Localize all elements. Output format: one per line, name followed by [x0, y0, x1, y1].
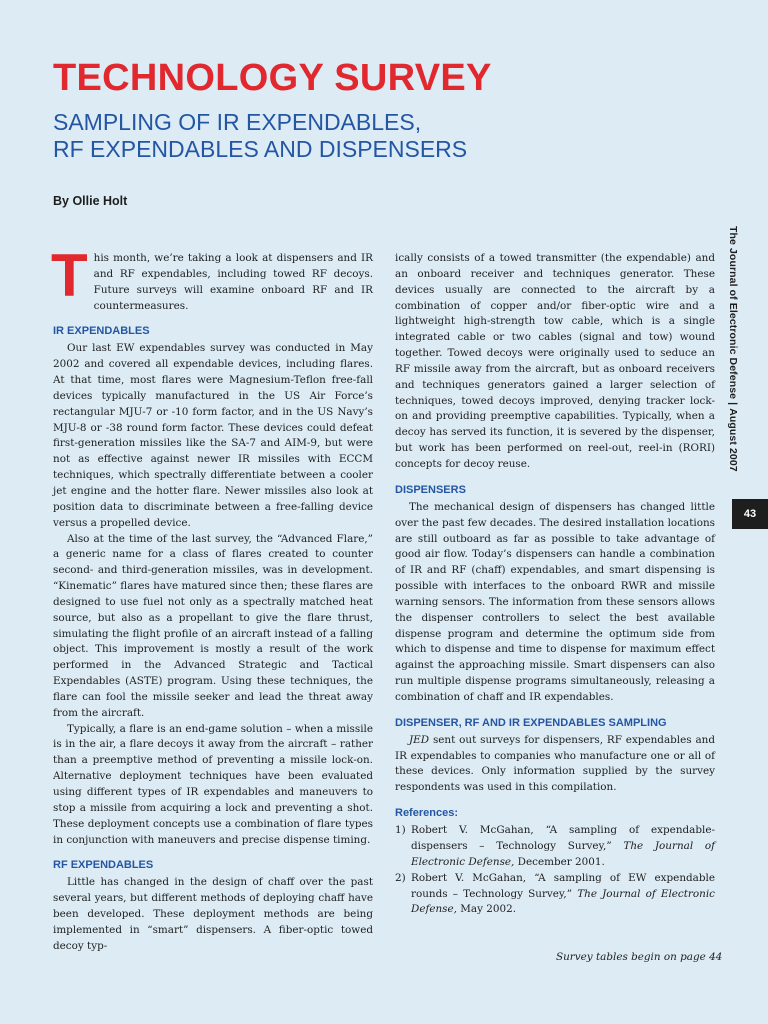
right-column	[395, 251, 715, 918]
sampling-text: sent out surveys for dispensers, RF expendables and IR expendables to companies who manufacture one or all of these devices. Only information supplied by the survey respondents was used in this compilation.	[395, 733, 715, 794]
reference-date: May 2002.	[456, 903, 517, 916]
reference-number: 1)	[395, 824, 406, 837]
heading-rf-expendables: RF EXPENDABLES	[53, 859, 154, 872]
heading-ir-expendables: IR EXPENDABLES	[53, 325, 150, 338]
reference-item	[395, 823, 715, 871]
reference-text: Robert V. McGahan, “A sampling of expendable-dispensers – Technology Survey,”	[411, 824, 715, 852]
heading-dispensers: DISPENSERS	[395, 483, 466, 496]
paragraph-dispensers: The mechanical design of dispensers has changed little over the past few decades. The desired installation locations are still outboard as far as possible to take advantage of good air flow. Today’s dispensers can handle a combination of IR and RF (chaff) expendables, and smart dispensing is possible with interfaces to the onboard RWR and missile warning sensors. The information from these sensors allows the dispenser controllers to select the best available dispense program and determine the optimum side from which to dispense and time to dispense for maximum effect against the approaching missile. Smart dispensers can also run multiple dispense programs simultaneously, releasing a combination of chaff and IR expendables.	[395, 500, 715, 703]
reference-item	[395, 871, 715, 919]
page-number-tab	[732, 499, 768, 529]
subtitle-line-1: SAMPLING OF IR EXPENDABLES,	[53, 109, 422, 135]
journal-sidebar	[727, 226, 739, 472]
paragraph-ir-2: Also at the time of the last survey, the “Advanced Flare,” a generic name for a class of flares created to counter second- and third-generation missiles, was in development. “Kinematic” flares have matured since then; these flares are designed to use fuel not only as a spectrally matched heat source, but also as a propellant to give the flare thrust, simulating the flight profile of an aircraft instead of a falling object. This improvement is mostly a result of the work performed in the Advanced Strategic and Tactical Expendables (ASTE) program. Using these techniques, the flare can fool the missile seeker and lead the threat away from the aircraft.	[53, 532, 373, 719]
subtitle-line-2: RF EXPENDABLES AND DISPENSERS	[53, 136, 468, 162]
reference-list	[395, 823, 715, 918]
left-column	[51, 242, 373, 955]
heading-sampling: DISPENSER, RF AND IR EXPENDABLES SAMPLING	[395, 716, 667, 729]
paragraph-ir-1: Our last EW expendables survey was conducted in May 2002 and covered all expendable devices, including flares. At that time, most flares were Magnesium-Teflon free-fall devices typically manufactured in the US Air Force’s rectangular MJU-7 or -10 form factor, and in the US Navy’s MJU-8 or -38 round form factor. These devices could defeat first-generation missiles like the SA-7 and AIM-9, but were not as effective against newer IR missiles with ECCM techniques, which spectrally differentiate between a cooler jet engine and the hotter flare. Newer missiles also look at position data to discriminate between a free-falling device versus a propelled device.	[53, 342, 373, 529]
page-number: 43	[743, 508, 757, 520]
reference-date: December 2001.	[514, 855, 605, 868]
journal-name: The Journal of Electronic Defense	[727, 226, 739, 400]
drop-cap: T	[51, 242, 88, 309]
jed-abbrev: JED	[409, 733, 430, 746]
paragraph-rf-1: Little has changed in the design of chaff over the past several years, but different methods of deploying chaff have been developed. These deployment methods are being implemented in “smart” dispensers. A fiber-optic towed decoy typ-	[53, 876, 373, 952]
reference-journal: The Journal of Electronic Defense,	[411, 887, 715, 916]
reference-journal: The Journal of Electronic Defense,	[411, 840, 715, 868]
issue-date: August 2007	[727, 408, 739, 472]
page-subtitle	[53, 109, 467, 163]
sidebar-separator: |	[727, 402, 739, 406]
reference-text: Robert V. McGahan, “A sampling of EW expendable rounds – Technology Survey,”	[411, 871, 715, 900]
paragraph-rf-1-continued: ically consists of a towed transmitter (the expendable) and an onboard receiver and techniques generator. These devices usually are connected to the aircraft by a combination of copper and/or fiber-optic wire and a lightweight high-strength tow cable, which is a single integrated cable or two cables (signal and tow) wound together. Towed decoys were originally used to seduce an RF missile away from the aircraft, but as onboard receivers and techniques generators gained a larger selection of techniques, towed decoys improved, denying tracker lock-on and providing preemptive capabilities. Typically, when a decoy has served its function, it is severed by the dispenser, but work has been performed on reel-out, reel-in (RORI) concepts for decoy reuse.	[395, 252, 715, 470]
intro-paragraph	[51, 242, 373, 314]
byline: By Ollie Holt	[53, 194, 128, 208]
footer-note: Survey tables begin on page 44	[556, 951, 723, 963]
reference-number: 2)	[395, 871, 406, 884]
paragraph-ir-3: Typically, a flare is an end-game solution – when a missile is in the air, a flare decoys it away from the aircraft – rather than a preemptive method of preventing a missile lock-on. Alternative deployment techniques have been evaluated using different types of IR expendables and maneuvers to stop a missile from acquiring a lock and preventing a shot. These deployment concepts use a combination of flare types in conjunction with maneuvers and precise dispense timing.	[53, 722, 373, 846]
intro-text: his month, we’re taking a look at dispensers and IR and RF expendables, including towed RF decoys. Future surveys will examine onboard RF and IR countermeasures.	[93, 252, 373, 312]
page-title: TECHNOLOGY SURVEY	[53, 57, 492, 99]
paragraph-sampling	[395, 733, 715, 796]
heading-references: References:	[395, 807, 458, 820]
